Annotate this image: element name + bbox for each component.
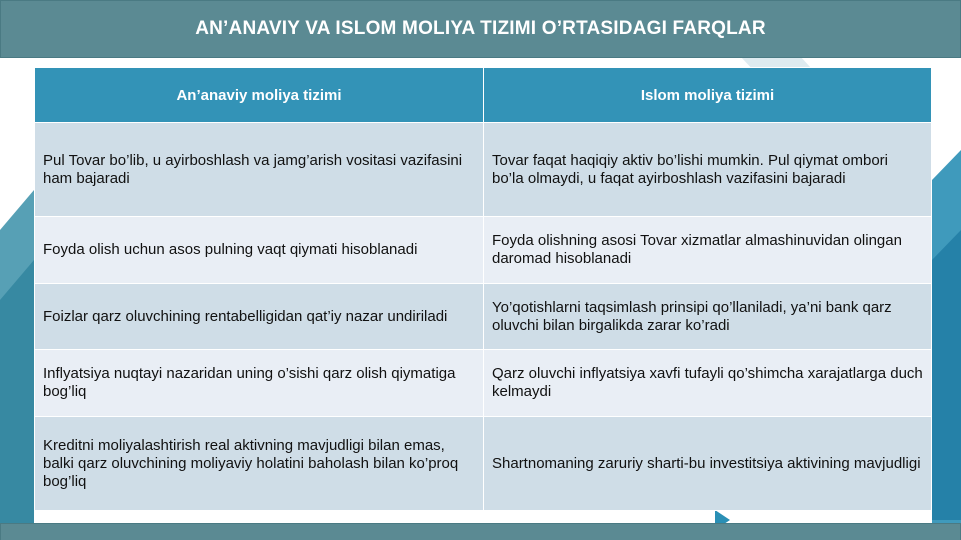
table-row — [35, 284, 932, 350]
table-row — [35, 217, 932, 284]
table-cell: Tovar faqat haqiqiy aktiv bo’lishi mumkin. Pul qiymat ombori bo’la olmaydi, u faqat ayirboshlash vazifasini bajaradi — [484, 123, 932, 217]
table-row — [35, 417, 932, 511]
table-row — [35, 350, 932, 417]
table-cell: Kreditni moliyalashtirish real aktivning mavjudligi bilan emas, balki qarz oluvchining moliyaviy holatini baholash bilan ko’proq bog’liq — [35, 417, 484, 511]
column-header-islamic: Islom moliya tizimi — [484, 68, 932, 123]
table-cell: Qarz oluvchi inflyatsiya xavfi tufayli qo’shimcha xarajatlarga duch kelmaydi — [484, 350, 932, 417]
table-header-row — [35, 68, 932, 123]
column-header-traditional: An’anaviy moliya tizimi — [35, 68, 484, 123]
table-cell: Foyda olish uchun asos pulning vaqt qiymati hisoblanadi — [35, 217, 484, 284]
table-row — [35, 123, 932, 217]
table-cell: Inflyatsiya nuqtayi nazaridan uning o’sishi qarz olish qiymatiga bog’liq — [35, 350, 484, 417]
table-cell: Pul Tovar bo’lib, u ayirboshlash va jamg’arish vositasi vazifasini ham bajaradi — [35, 123, 484, 217]
table-cell: Foizlar qarz oluvchining rentabelligidan qat’iy nazar undiriladi — [35, 284, 484, 350]
table-cell: Foyda olishning asosi Tovar xizmatlar almashinuvidan olingan daromad hisoblanadi — [484, 217, 932, 284]
title-bar — [0, 0, 961, 58]
comparison-table — [34, 67, 932, 511]
footer-bar — [0, 523, 961, 540]
table-cell: Shartnomaning zaruriy sharti-bu investitsiya aktivining mavjudligi — [484, 417, 932, 511]
table-cell: Yo’qotishlarni taqsimlash prinsipi qo’llaniladi, ya’ni bank qarz oluvchi bilan birgalikda zarar ko’radi — [484, 284, 932, 350]
page-title: AN’ANAVIY VA ISLOM MOLIYA TIZIMI O’RTASIDAGI FARQLAR — [195, 18, 766, 39]
